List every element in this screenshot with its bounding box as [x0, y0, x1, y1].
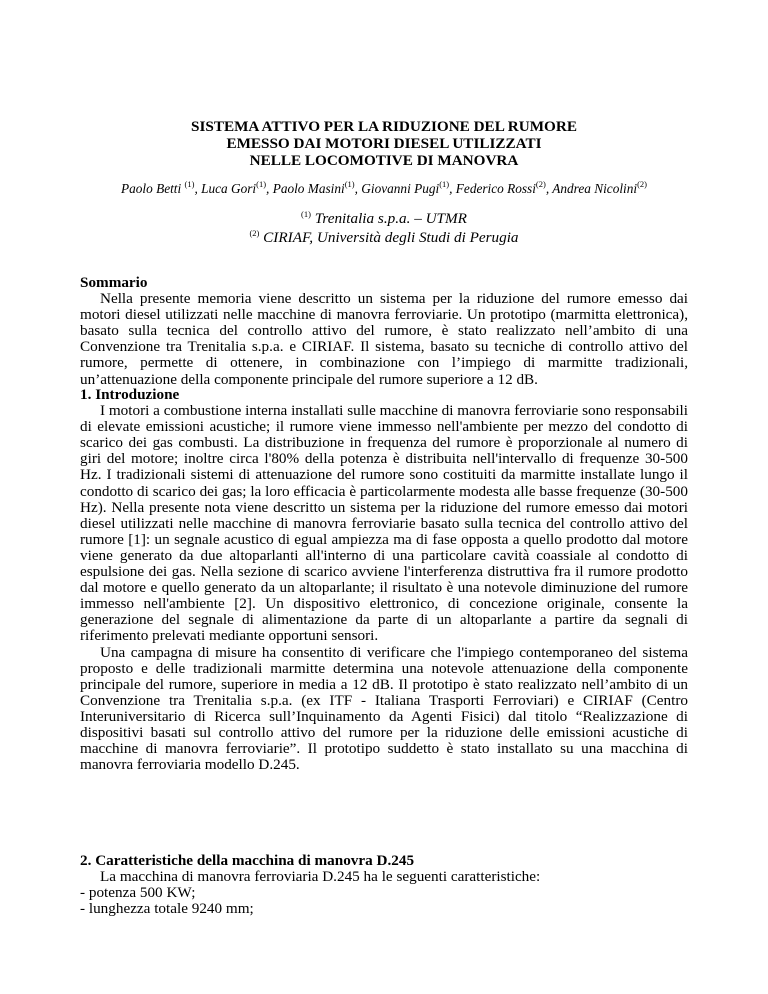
affiliation-text: CIRIAF, Università degli Studi di Perugia: [259, 229, 519, 246]
affiliation-text: Trenitalia s.p.a. – UTMR: [310, 210, 467, 227]
author-name: Paolo Betti: [120, 181, 185, 196]
affiliation-1: [80, 210, 688, 227]
summary-heading: Sommario: [80, 274, 148, 291]
author-affiliation-mark: (1): [344, 179, 355, 189]
title-line-3: NELLE LOCOMOTIVE DI MANOVRA: [249, 152, 519, 169]
author-name: , Giovanni Pugi: [354, 181, 440, 196]
introduction-paragraph-2: Una campagna di misure ha consentito di verificare che l'impiego contemporaneo del sistema proposto e delle tradizionali marmitte determina una notevole attenuazione della componente principale del rumore, superiore in media a 12 dB. Il prototipo è stato realizzato nell’ambito di un Convenzione tra Trenitalia s.p.a. (ex ITF - Italiana Trasporti Ferroviari) e CIRIAF (Centro Interuniversitario di Ricerca sull’Inquinamento da Agenti Fisici) dal titolo “Realizzazione di dispositivi basati sul controllo attivo del rumore per la riduzione delle emissioni acustiche di macchine di manovra ferroviarie”. Il prototipo suddetto è stato installato su una macchina di manovra ferroviaria modello D.245.: [80, 643, 688, 774]
introduction-paragraph-1: I motori a combustione interna installati sulle macchine di manovra ferroviarie sono responsabili di elevate emissioni acustiche; il rumore viene immesso nell'ambiente per mezzo del condotto di scarico dei gas combusti. La distribuzione in frequenza del rumore è proporzionale al numero di giri del motore; inoltre circa l'80% della potenza è distribuita nell'intervallo di frequenze 30-500 Hz. I tradizionali sistemi di attenuazione del rumore sono costituiti da marmitte installate lungo il condotto di scarico dei gas; la loro efficacia è particolarmente modesta alle basse frequenze (30-500 Hz). Nella presente nota viene descritto un sistema per la riduzione del rumore emesso dai motori diesel utilizzati nelle macchine di manovra ferroviarie basato sulla tecnica del controllo attivo del rumore [1]: un segnale acustico di egual ampiezza ma di fase opposta a quello prodotto dal motore viene generato da due altoparlanti all'interno di una particolare cavità coassiale al condotto di espulsione dei gas. Nella sezione di scarico avviene l'interferenza distruttiva fra il rumore prodotto dal motore e quello generato da un altoparlante; il risultato è una notevole diminuzione del rumore immesso nell'ambiente [2]. Un dispositivo elettronico, di concezione originale, consente la generazione del segnale di alimentazione da parte di un altoparlante a partire da segnali di riferimento prelevati mediante opportuni sensori.: [80, 402, 688, 645]
author-list: [40, 181, 728, 197]
introduction-heading: 1. Introduzione: [80, 386, 180, 403]
section-2-intro: La macchina di manovra ferroviaria D.245 ha le seguenti caratteristiche:: [100, 868, 541, 886]
author-affiliation-mark: (2): [535, 179, 546, 189]
author-name: , Andrea Nicolini: [545, 181, 638, 196]
summary-paragraph: Nella presente memoria viene descritto un sistema per la riduzione del rumore emesso dai motori diesel utilizzati nelle macchine di manovra ferroviarie. Un prototipo (marmitta elettronica), basato sulla tecnica del controllo attivo del rumore, è stato realizzato nell’ambito di una Convenzione tra Trenitalia s.p.a. e CIRIAF. Il sistema, basato su tecniche di controllo attivo del rumore, permette di ottenere, in combinazione con l’impiego di marmitte tradizionali, un’attenuazione della componente principale del rumore superiore a 12 dB.: [80, 290, 688, 388]
author-affiliation-mark: (1): [439, 179, 450, 189]
author-name: , Federico Rossi: [449, 181, 536, 196]
affiliation-mark: (2): [249, 228, 260, 238]
spec-list-item: - lunghezza totale 9240 mm;: [80, 900, 254, 918]
author-affiliation-mark: (1): [184, 179, 195, 189]
author-affiliation-mark: (1): [256, 179, 267, 189]
author-affiliation-mark: (2): [637, 179, 647, 189]
title-line-2: EMESSO DAI MOTORI DIESEL UTILIZZATI: [226, 135, 542, 152]
spec-list-item: - potenza 500 KW;: [80, 884, 196, 902]
affiliation-mark: (1): [301, 209, 311, 219]
section-2-heading: 2. Caratteristiche della macchina di manovra D.245: [80, 852, 415, 869]
section-2: [80, 853, 688, 917]
title-line-1: SISTEMA ATTIVO PER LA RIDUZIONE DEL RUMORE: [191, 118, 577, 135]
introduction-section: [80, 387, 688, 773]
paper-title: [80, 118, 688, 169]
summary-section: [80, 275, 688, 388]
affiliation-2: [80, 229, 688, 246]
author-name: , Paolo Masini: [266, 181, 345, 196]
author-name: , Luca Gori: [194, 181, 257, 196]
